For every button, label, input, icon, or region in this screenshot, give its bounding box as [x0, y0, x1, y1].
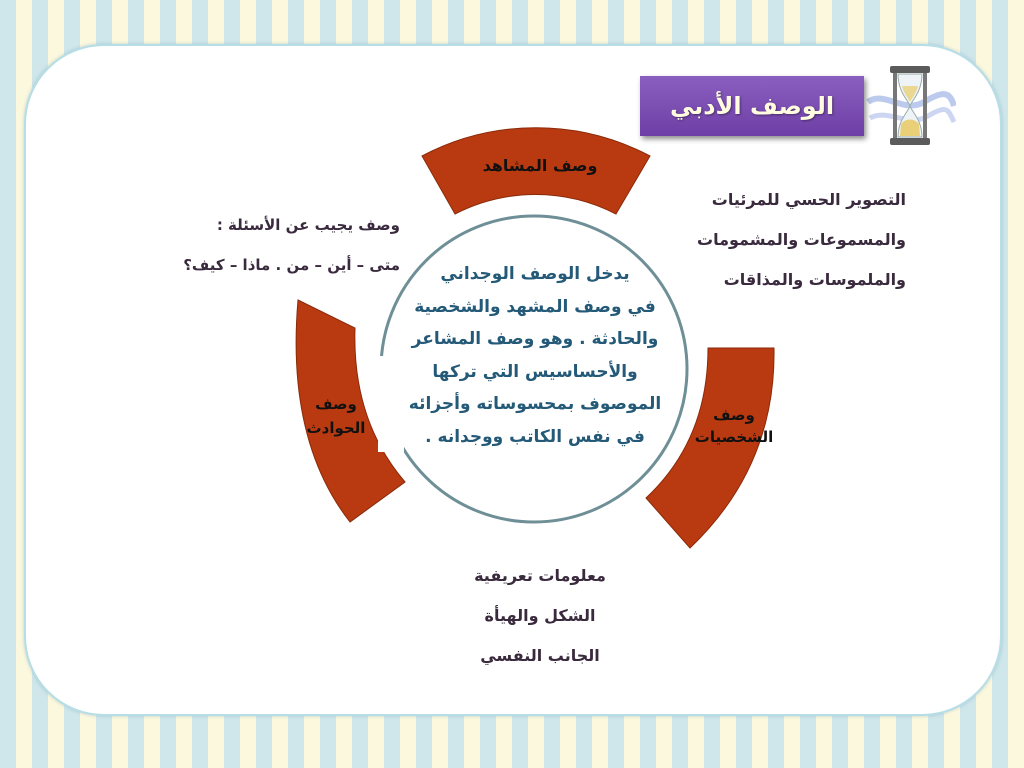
list-item: الجانب النفسي — [480, 646, 600, 665]
sensory-description-list — [697, 180, 906, 300]
list-item: الشكل والهيأة — [484, 606, 596, 625]
list-item: وصف يجيب عن الأسئلة : — [216, 216, 400, 234]
segment-label-top: وصف المشاهد — [482, 156, 598, 175]
events-questions-text — [160, 205, 400, 285]
center-line: والحادثة . وهو وصف المشاعر — [411, 329, 659, 349]
center-line: الموصوف بمحسوساته وأجزائه — [408, 394, 662, 414]
characters-info-list — [440, 556, 640, 676]
list-item: والمسموعات والمشمومات — [697, 230, 906, 249]
list-item: معلومات تعريفية — [474, 566, 606, 585]
list-item: والملموسات والمذاقات — [723, 270, 906, 289]
segment-label-right: وصف الشخصيات — [694, 406, 774, 446]
list-item: التصوير الحسي للمرئيات — [711, 190, 906, 209]
center-line: والأحساسيس التي تركها — [432, 361, 638, 382]
page-title: الوصف الأدبي — [640, 76, 864, 136]
center-line: يدخل الوصف الوجداني — [440, 264, 630, 284]
segment-label-left: وصف الحوادث — [306, 395, 366, 437]
list-item: متى – أين – من . ماذا – كيف؟ — [183, 256, 400, 274]
center-line: في نفس الكاتب ووجدانه . — [425, 426, 645, 447]
center-description — [400, 258, 670, 453]
center-line: في وصف المشهد والشخصية — [414, 296, 656, 317]
